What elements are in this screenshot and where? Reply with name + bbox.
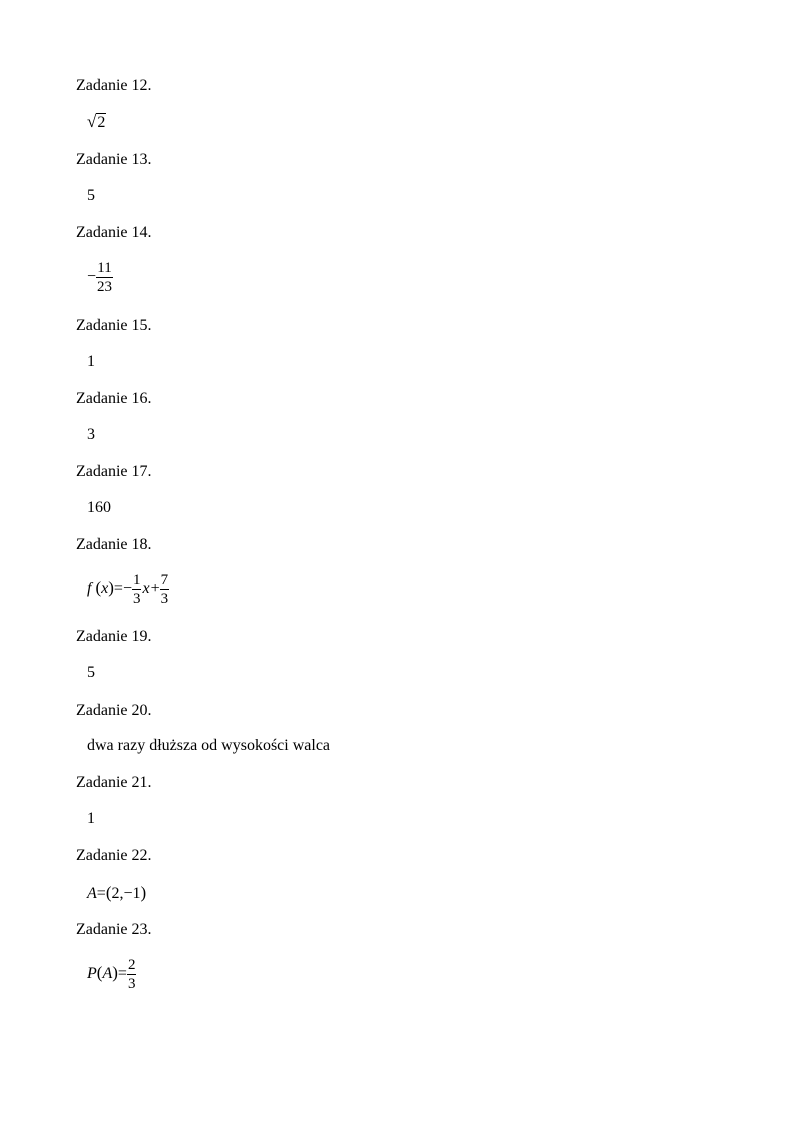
numerator: 1: [132, 572, 141, 588]
denominator: 3: [160, 591, 169, 607]
numerator: 2: [127, 957, 136, 973]
function-name: f: [87, 580, 92, 598]
task-answer-19: 5: [87, 664, 95, 681]
task-label-19: Zadanie 19.: [76, 628, 152, 645]
task-answer-18: f (x)=− $\frac{1}{3}$ x+ $\frac{7}{3}$: [87, 572, 169, 607]
task-label-12: Zadanie 12.: [76, 77, 152, 94]
task-label-21: Zadanie 21.: [76, 774, 152, 791]
denominator: 3: [132, 591, 141, 607]
point-name: A: [87, 885, 97, 902]
denominator: 3: [127, 976, 136, 992]
radical-sign-icon: √: [87, 112, 97, 131]
task-label-14: Zadanie 14.: [76, 224, 152, 241]
task-answer-12: [87, 113, 106, 131]
fraction-slope: [132, 572, 142, 607]
equals-sign: =: [117, 965, 127, 983]
task-label-20: Zadanie 20.: [76, 702, 152, 719]
radicand: 2: [97, 114, 106, 131]
task-answer-16: 3: [87, 426, 95, 443]
point-coordinates: 2,−1: [111, 885, 141, 902]
event-name: A: [102, 965, 113, 983]
task-label-17: Zadanie 17.: [76, 463, 152, 480]
probability-symbol: P: [87, 965, 97, 983]
fraction-intercept: [160, 572, 170, 607]
task-label-13: Zadanie 13.: [76, 151, 152, 168]
task-answer-22: A=(2,−1): [87, 883, 147, 902]
square-root: [87, 113, 106, 131]
task-answer-23: P(A)= $\frac{2}{3}$: [87, 957, 136, 992]
task-answer-17: 160: [87, 499, 111, 516]
task-label-23: Zadanie 23.: [76, 921, 152, 938]
task-answer-20: dwa razy dłuższa od wysokości walca: [87, 737, 331, 754]
task-answer-21: 1: [87, 810, 95, 827]
plus-sign: +: [150, 580, 160, 598]
minus-sign: −: [87, 268, 97, 286]
fraction: [96, 260, 113, 295]
task-answer-15: 1: [87, 353, 95, 370]
task-answer-14: [87, 260, 113, 295]
numerator: 11: [97, 260, 112, 276]
fraction: [127, 957, 137, 992]
task-label-15: Zadanie 15.: [76, 317, 152, 334]
equals-sign: =: [96, 885, 106, 902]
numerator: 7: [160, 572, 169, 588]
task-label-22: Zadanie 22.: [76, 847, 152, 864]
task-answer-13: 5: [87, 187, 95, 204]
task-label-18: Zadanie 18.: [76, 536, 152, 553]
denominator: 23: [97, 279, 113, 295]
variable-x: x: [142, 580, 150, 598]
equals-sign: =: [113, 580, 123, 598]
function-argument: x: [101, 580, 109, 598]
task-label-16: Zadanie 16.: [76, 390, 152, 407]
minus-sign: −: [122, 580, 132, 598]
